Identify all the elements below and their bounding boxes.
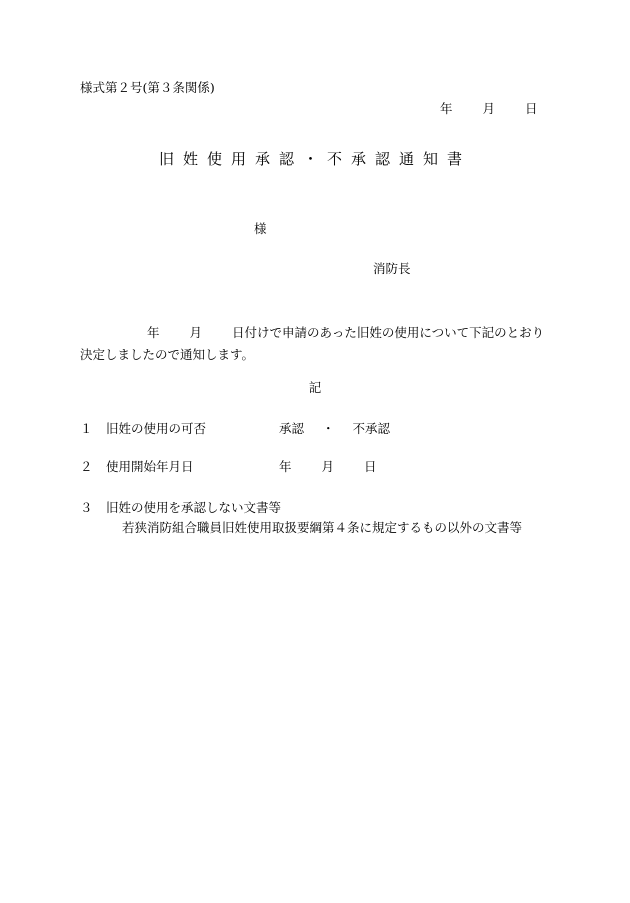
body-year-label: 年 <box>147 325 160 340</box>
ki-heading: 記 <box>308 380 322 395</box>
item-number: １ <box>80 421 93 436</box>
item-number: ２ <box>80 459 93 474</box>
sender: 消防長 <box>373 261 411 276</box>
start-day-label: 日 <box>364 459 377 474</box>
date-header <box>440 103 538 116</box>
item-detail: 若狭消防組合職員旧姓使用取扱要綱第４条に規定するもの以外の文書等 <box>122 520 523 535</box>
start-year-label: 年 <box>279 459 292 474</box>
item-label: 使用開始年月日 <box>106 459 194 474</box>
item-label: 旧姓の使用の可否 <box>106 421 207 436</box>
item-label: 旧姓の使用を承認しない文書等 <box>106 500 282 515</box>
document-title: 旧姓使用承認・不承認通知書 <box>158 150 471 168</box>
date-year-label: 年 <box>440 101 453 116</box>
form-number: 様式第２号(第３条関係) <box>80 80 215 95</box>
item-start-date <box>279 461 377 474</box>
body-paragraph <box>80 322 552 366</box>
item-number: ３ <box>80 500 93 515</box>
option-approve: 承認 <box>279 421 305 436</box>
option-reject: 不承認 <box>352 421 391 436</box>
addressee-suffix: 様 <box>254 221 267 236</box>
start-month-label: 月 <box>321 459 335 474</box>
item-approval-options <box>279 423 390 436</box>
body-month-label: 月 <box>189 325 203 340</box>
option-separator: ・ <box>322 421 335 436</box>
date-month-label: 月 <box>482 101 496 116</box>
body-text: 日付けで申請のあった旧姓の使用について下記のとおり決定しましたので通知します。 <box>80 325 545 362</box>
date-day-label: 日 <box>525 101 538 116</box>
